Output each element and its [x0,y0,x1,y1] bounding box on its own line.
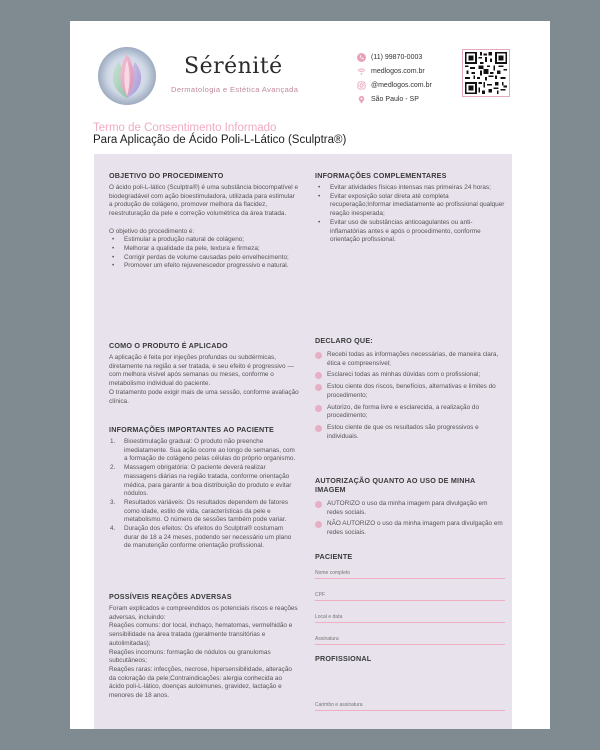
radio-dot-icon[interactable] [315,501,322,508]
contact-instagram[interactable] [357,79,432,92]
contact-list [357,51,432,107]
patient-name-field[interactable]: Nome completo [315,565,505,579]
checkbox-dot-icon[interactable] [315,352,322,359]
section-reacoes [109,592,299,701]
location-pin-icon [357,95,366,104]
declaro-list [315,351,505,441]
section-declaro [315,336,505,444]
section-intro: O objetivo do procedimento é: [109,227,195,235]
complementares-list [315,184,505,245]
contact-location-text: São Paulo - SP [371,95,419,103]
contact-website-text: medlogos.com.br [371,67,425,75]
brand-tagline: Dermatologia e Estética Avançada [171,85,299,94]
instagram-icon [357,81,366,90]
checkbox-dot-icon[interactable] [315,384,322,391]
list-item: • Estimular a produção natural de colágeno; [109,236,299,245]
image-consent-option[interactable]: AUTORIZO o uso da minha imagem para divulgação em redes sociais. [315,500,505,517]
contact-phone-text: (11) 99870-0003 [371,53,423,61]
section-title: INFORMAÇÕES IMPORTANTES AO PACIENTE [109,425,274,434]
section-complementares [315,171,505,245]
section-profissional [315,654,505,711]
wifi-icon [357,67,366,76]
section-text: Reações raras: infecções, necrose, hipersensibilidade, alteração da coloração da pele;Contraindicações: alergia conhecida ao ácido poli-L-lático, doenças autoimunes, gravidez, lactação e menores de 18 anos. [109,665,292,700]
consent-form-sheet [70,21,550,729]
checkbox-dot-icon[interactable] [315,425,322,432]
section-imagem [315,476,505,541]
section-como [109,341,299,406]
contact-website[interactable] [357,65,432,78]
imagem-options [315,500,505,538]
qr-code-icon [465,52,507,94]
form-title: Termo de Consentimento Informado [93,122,277,134]
checkbox-dot-icon[interactable] [315,372,322,379]
section-title: DECLARO QUE: [315,336,373,345]
brand-name: Sérénité [184,54,283,79]
list-item: • Corrigir perdas de volume causadas pelo envelhecimento; [109,254,299,263]
section-text: Reações comuns: dor local, inchaço, hematomas, vermelhidão e sensibilidade na área tratada (geralmente transitórias e autolimitadas); [109,622,293,647]
brand-logo [97,46,157,106]
section-text: A aplicação é feita por injeções profundas ou subdérmicas, diretamente na região a ser tratada, e seu efeito é progressivo — com melhora visível após semanas ou meses, conforme o metabolismo individual do paciente. [109,354,294,388]
patient-cpf-field[interactable]: CPF [315,587,505,601]
flower-logo-icon [97,46,157,106]
contact-instagram-text: @medlogos.com.br [371,81,432,89]
patient-signature-field[interactable]: Assinatura [315,631,505,645]
qr-code[interactable] [462,49,510,97]
objetivo-list [109,236,299,271]
declaro-checkbox-item[interactable]: Esclareci todas as minhas dúvidas com o profissional; [315,371,505,380]
image-consent-option[interactable]: NÃO AUTORIZO o uso da minha imagem para divulgação em redes sociais. [315,520,505,537]
contact-location [357,93,432,106]
section-title: PROFISSIONAL [315,654,372,663]
section-paciente [315,552,505,645]
list-item: • Evitar atividades físicas intensas nas primeiras 24 horas; [315,184,505,193]
list-item: 1. Bioestimulação gradual: O produto não preenche imediatamente. Sua ação ocorre ao longo de semanas, com a formação de colágeno pelas células do próprio organismo. [110,438,296,463]
section-title: COMO O PRODUTO É APLICADO [109,341,228,350]
section-title: PACIENTE [315,552,353,561]
list-item: • Evitar exposição solar direta até completa recuperação;Informar imediatamente ao profissional qualquer reação inesperada; [315,193,505,219]
section-text: Reações incomuns: formação de nódulos ou granulomas subcutâneos; [109,648,271,665]
list-item: • Evitar uso de substâncias anticoagulantes ou anti-inflamatórias antes e após o procedimento, conforme orientação profissional. [315,219,505,245]
section-importantes [109,425,299,551]
checkbox-dot-icon[interactable] [315,405,322,412]
radio-dot-icon[interactable] [315,521,322,528]
declaro-checkbox-item[interactable]: Recebi todas as informações necessárias, de maneira clara, ética e compreensível; [315,351,505,368]
importantes-list [109,438,299,551]
contact-phone [357,51,432,64]
list-item: • Melhorar a qualidade da pele, textura e firmeza; [109,245,299,254]
declaro-checkbox-item[interactable]: Estou ciente de que os resultados são progressivos e individuais. [315,424,505,441]
section-title: OBJETIVO DO PROCEDIMENTO [109,171,224,180]
phone-icon [357,53,366,62]
section-title: POSSÍVEIS REAÇÕES ADVERSAS [109,592,232,601]
professional-stamp-signature-field[interactable]: Carimbo e assinatura [315,697,505,711]
section-title: INFORMAÇÕES COMPLEMENTARES [315,171,447,180]
declaro-checkbox-item[interactable]: Estou ciente dos riscos, benefícios, alternativas e limites do procedimento; [315,383,505,400]
section-text: Foram explicados e compreendidos os potenciais riscos e reações adversas, incluindo: [109,605,298,621]
list-item: • Promover um efeito rejuvenescedor progressivo e natural. [109,262,299,271]
section-objetivo [109,171,299,271]
section-text-2: O tratamento pode exigir mais de uma sessão, conforme avaliação clínica. [109,388,299,405]
patient-place-date-field[interactable]: Local e data [315,609,505,623]
section-title: AUTORIZAÇÃO QUANTO AO USO DE MINHA IMAGEM [315,476,476,494]
list-item: 3. Resultados variáveis: Os resultados dependem de fatores como idade, estilo de vida, características da pele e metabolismo. O número de sessões também pode variar. [110,498,289,524]
list-item: 2. Massagem obrigatória: O paciente deverá realizar massagens diárias na região tratada, conforme orientação médica, para garantir a boa distribuição do produto e evitar nódulos. [110,464,292,498]
section-text: O ácido poli-L-lático (Sculptra®) é uma substância biocompatível e biodegradável com ação bioestimuladora, utilizada para estimular a produção de colágeno, promover melhora da flacidez, reestruturação da pele e correção volumétrica da área tratada. [109,184,299,218]
form-subtitle: Para Aplicação de Ácido Poli-L-Lático (Sculptra®) [93,134,347,146]
declaro-checkbox-item[interactable]: Autorizo, de forma livre e esclarecida, a realização do procedimento; [315,404,505,421]
list-item: 4. Duração dos efeitos: Os efeitos do Sculptra® costumam durar de 18 a 24 meses, podendo ser necessário um plano de manutenção conforme orientação profissional. [110,525,292,550]
content-panel [94,154,512,729]
